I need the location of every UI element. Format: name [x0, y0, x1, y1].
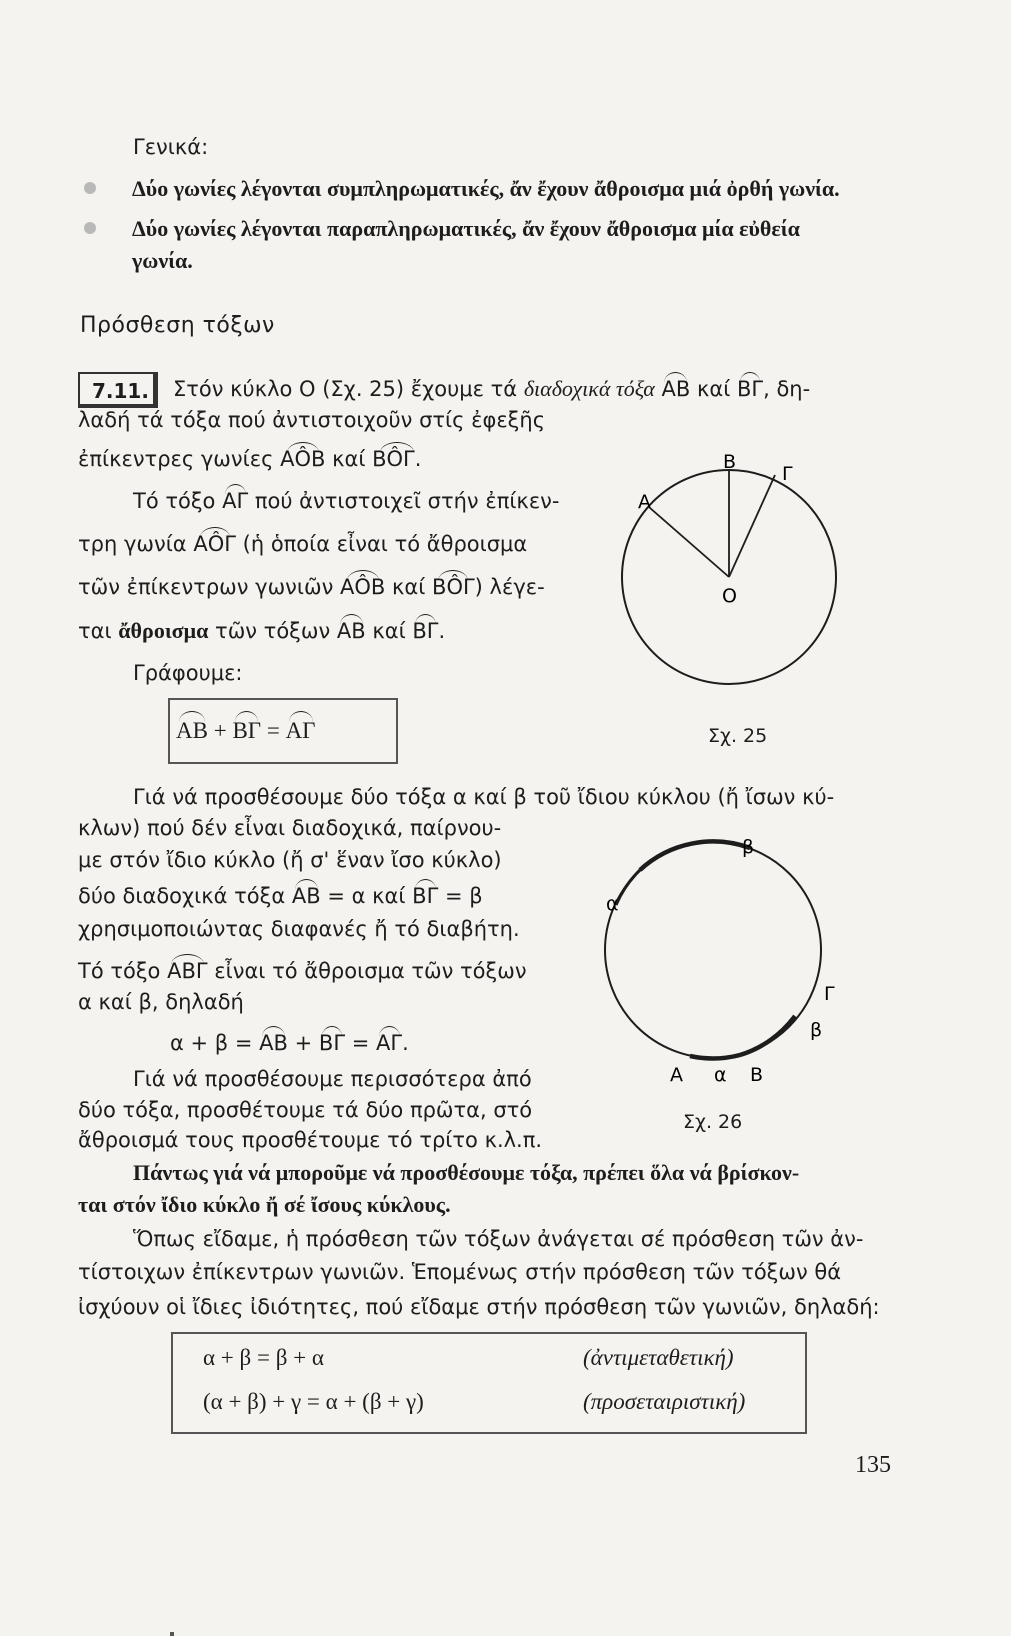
fig26-label-g: Γ: [824, 983, 835, 1005]
p3-line1: Γιά νά προσθέσουμε δύο τόξα α καί β τοῦ ἴδιου κύκλου (ἤ ἴσων κύ-: [133, 785, 835, 809]
p3-l4-mid: = α καί: [327, 884, 406, 908]
angle-bog: ΒÔΓ.: [372, 447, 422, 471]
fig26-label-alpha: α: [606, 893, 619, 915]
p1-l1-end: , δη-: [763, 377, 811, 401]
p3-line10: δύο τόξα, προσθέτουμε τά δύο πρῶτα, στό: [78, 1098, 533, 1122]
p1-l3a: ἐπίκεντρες γωνίες: [78, 447, 274, 471]
arc-ab: ΑΒ: [661, 377, 691, 401]
fig26-arc-alpha-bottom: [690, 1055, 740, 1058]
p3-line4: [78, 886, 483, 907]
bold-statement-1: Πάντως γιά νά μποροῦμε νά προσθέσουμε τόξα, πρέπει ὅλα νά βρίσκον-: [133, 1160, 800, 1185]
fig26-arc-alpha-top-2: [616, 870, 640, 905]
p2-line2: [78, 534, 527, 555]
p3-line6: [78, 961, 527, 982]
p1-line2: λαδή τά τόξα πού ἀντιστοιχοῦν στίς ἐφεξῆς: [78, 408, 546, 432]
p3-l8-eq: =: [351, 1031, 370, 1055]
property-2-formula: (α + β) + γ = α + (β + γ): [203, 1389, 424, 1414]
p3-l8-plus: +: [294, 1031, 313, 1055]
p1-line3: [78, 449, 421, 470]
p4-line1: Ὅπως εἴδαμε, ἡ πρόσθεση τῶν τόξων ἀνάγεται σέ πρόσθεση τῶν ἀν-: [133, 1227, 864, 1251]
bullet-icon: [84, 182, 96, 194]
p2-l3a: τῶν ἐπίκεντρων γωνιῶν: [78, 575, 334, 599]
p3-l8-end: .: [402, 1031, 409, 1055]
bullet-text-1: Δύο γωνίες λέγονται συμπληρωματικές, ἄν ἔχουν ἄθροισμα μιά ὀρθή γωνία.: [132, 176, 840, 201]
p3-line3: με στόν ἴδιο κύκλο (ἤ σ' ἕναν ἴσο κύκλο): [78, 848, 502, 872]
p2-line1: [133, 491, 559, 512]
bullet-text-2-cont: γωνία.: [132, 248, 193, 273]
page-number: 135: [855, 1452, 891, 1478]
fig25-label-g: Γ: [782, 463, 793, 485]
fig25-label-b: Β: [723, 451, 737, 473]
formula-equals: =: [266, 718, 280, 743]
fig25-radius-oa: [650, 508, 729, 577]
angle-bog-2: ΒÔΓ: [432, 575, 475, 599]
fig25-label-o: Ο: [722, 585, 737, 607]
p1-l1-mid: καί: [696, 377, 731, 401]
fig25-caption: Σχ. 25: [708, 725, 768, 747]
angle-aob: ΑÔΒ: [280, 447, 326, 471]
p2-line4: [78, 620, 445, 642]
fig25-label-a: Α: [638, 491, 651, 513]
property-1-formula: α + β = β + α: [203, 1345, 324, 1370]
arc-bg-4: ΒΓ: [318, 1031, 346, 1055]
property-1-name: (ἀντιμεταθετική): [583, 1345, 734, 1370]
fig26-label-beta: β: [742, 836, 755, 858]
p2-line5: Γράφουμε:: [133, 661, 243, 685]
p2-l1a: Τό τόξο: [133, 489, 216, 513]
fig26-label-alpha-2: α: [714, 1064, 727, 1086]
p3-line9: Γιά νά προσθέσουμε περισσότερα ἀπό: [133, 1067, 532, 1091]
p3-line7: α καί β, δηλαδή: [78, 990, 244, 1014]
unused: [170, 1632, 174, 1636]
p2-l2a: τρη γωνία: [78, 532, 187, 556]
fig26-arc-alpha-top: [640, 842, 750, 870]
p2-l3b: ) λέγε-: [474, 575, 545, 599]
fig25-radius-og: [729, 475, 775, 577]
formula-arc-ab: ΑΒ: [176, 718, 208, 743]
p2-line3: [78, 577, 545, 598]
p2-l4a: ται: [78, 619, 112, 643]
p3-line11: ἄθροισμά τους προσθέτουμε τό τρίτο κ.λ.π.: [78, 1128, 543, 1152]
p3-line8: [170, 1033, 409, 1054]
figure-25: [610, 440, 850, 690]
p1-l1b: διαδοχικά τόξα: [523, 376, 655, 401]
fig26-caption: Σχ. 26: [683, 1111, 743, 1133]
arc-ab-2: ΑΒ: [336, 619, 366, 643]
arc-ab-3: ΑΒ: [291, 884, 321, 908]
p2-l1b: πού ἀντιστοιχεῖ στήν ἐπίκεν-: [254, 489, 560, 513]
p2-l2b: (ἡ ὁποία εἶναι τό ἄθροισμα: [242, 532, 528, 556]
section-title: Πρόσθεση τόξων: [80, 313, 275, 338]
p3-l4-end: = β: [444, 884, 483, 908]
p4-line3: ἰσχύουν οἱ ἴδιες ἰδιότητες, πού εἴδαμε στήν πρόσθεση τῶν γωνιῶν, δηλαδή:: [78, 1295, 880, 1319]
formula-arc-bg: ΒΓ: [232, 718, 262, 743]
bullet-text-2: Δύο γωνίες λέγονται παραπληρωματικές, ἄν ἔχουν ἄθροισμα μία εὐθεία: [132, 216, 800, 241]
p3-l4a: δύο διαδοχικά τόξα: [78, 884, 286, 908]
fig26-label-beta-2: β: [810, 1019, 823, 1041]
p3-l6a: Τό τόξο: [78, 959, 161, 983]
p2-l4b: τῶν τόξων: [215, 619, 331, 643]
fig26-label-a: Α: [670, 1064, 683, 1086]
p4-line2: τίστοιχων ἐπίκεντρων γωνιῶν. Ἑπομένως στήν πρόσθεση τῶν τόξων θά: [78, 1260, 842, 1284]
boxed-formula: [176, 718, 315, 744]
p2-l4-mid: καί: [372, 619, 406, 643]
p2-l4-end: .: [438, 619, 446, 643]
p1-l3-mid: καί: [332, 447, 366, 471]
arc-ab-4: ΑΒ: [259, 1031, 288, 1055]
p2-l3-mid: καί: [392, 575, 426, 599]
arc-ag-4: ΑΓ: [376, 1031, 403, 1055]
property-2-name: (προσεταιριστική): [583, 1389, 746, 1414]
arc-ag: ΑΓ: [222, 489, 249, 513]
formula-plus: +: [213, 718, 227, 743]
general-label: Γενικά:: [133, 135, 209, 159]
fig26-label-b: Β: [750, 1064, 764, 1086]
bullet-icon: [84, 222, 96, 234]
arc-abg: ΑΒΓ: [167, 959, 208, 983]
formula-arc-ag: ΑΓ: [285, 718, 316, 743]
arc-bg-3: ΒΓ: [412, 884, 439, 908]
arc-bg: ΒΓ: [736, 377, 764, 401]
figure-26: [590, 830, 850, 1090]
p3-l6b: εἶναι τό ἄθροισμα τῶν τόξων: [214, 959, 527, 983]
fig26-arc-beta-bottom: [740, 1016, 795, 1055]
arc-bg-2: ΒΓ: [412, 619, 439, 643]
p3-line2: κλων) πού δέν εἶναι διαδοχικά, παίρνου-: [78, 816, 502, 840]
paragraph-number: 7.11.: [92, 379, 149, 403]
bold-statement-2: ται στόν ἴδιο κύκλο ἤ σέ ἴσους κύκλους.: [78, 1192, 451, 1217]
p2-l4-bold: ἄθροισμα: [118, 618, 209, 643]
angle-aog: ΑÔΓ: [193, 532, 236, 556]
p3-l8a: α + β =: [170, 1031, 253, 1055]
angle-aob-2: ΑÔΒ: [340, 575, 386, 599]
paragraph-number-box: [78, 372, 158, 408]
p1-l1a: Στόν κύκλο Ο (Σχ. 25) ἔχουμε τά: [173, 377, 518, 401]
p3-line5: χρησιμοποιώντας διαφανές ἤ τό διαβήτη.: [78, 917, 520, 941]
p1-line1: [173, 378, 810, 400]
